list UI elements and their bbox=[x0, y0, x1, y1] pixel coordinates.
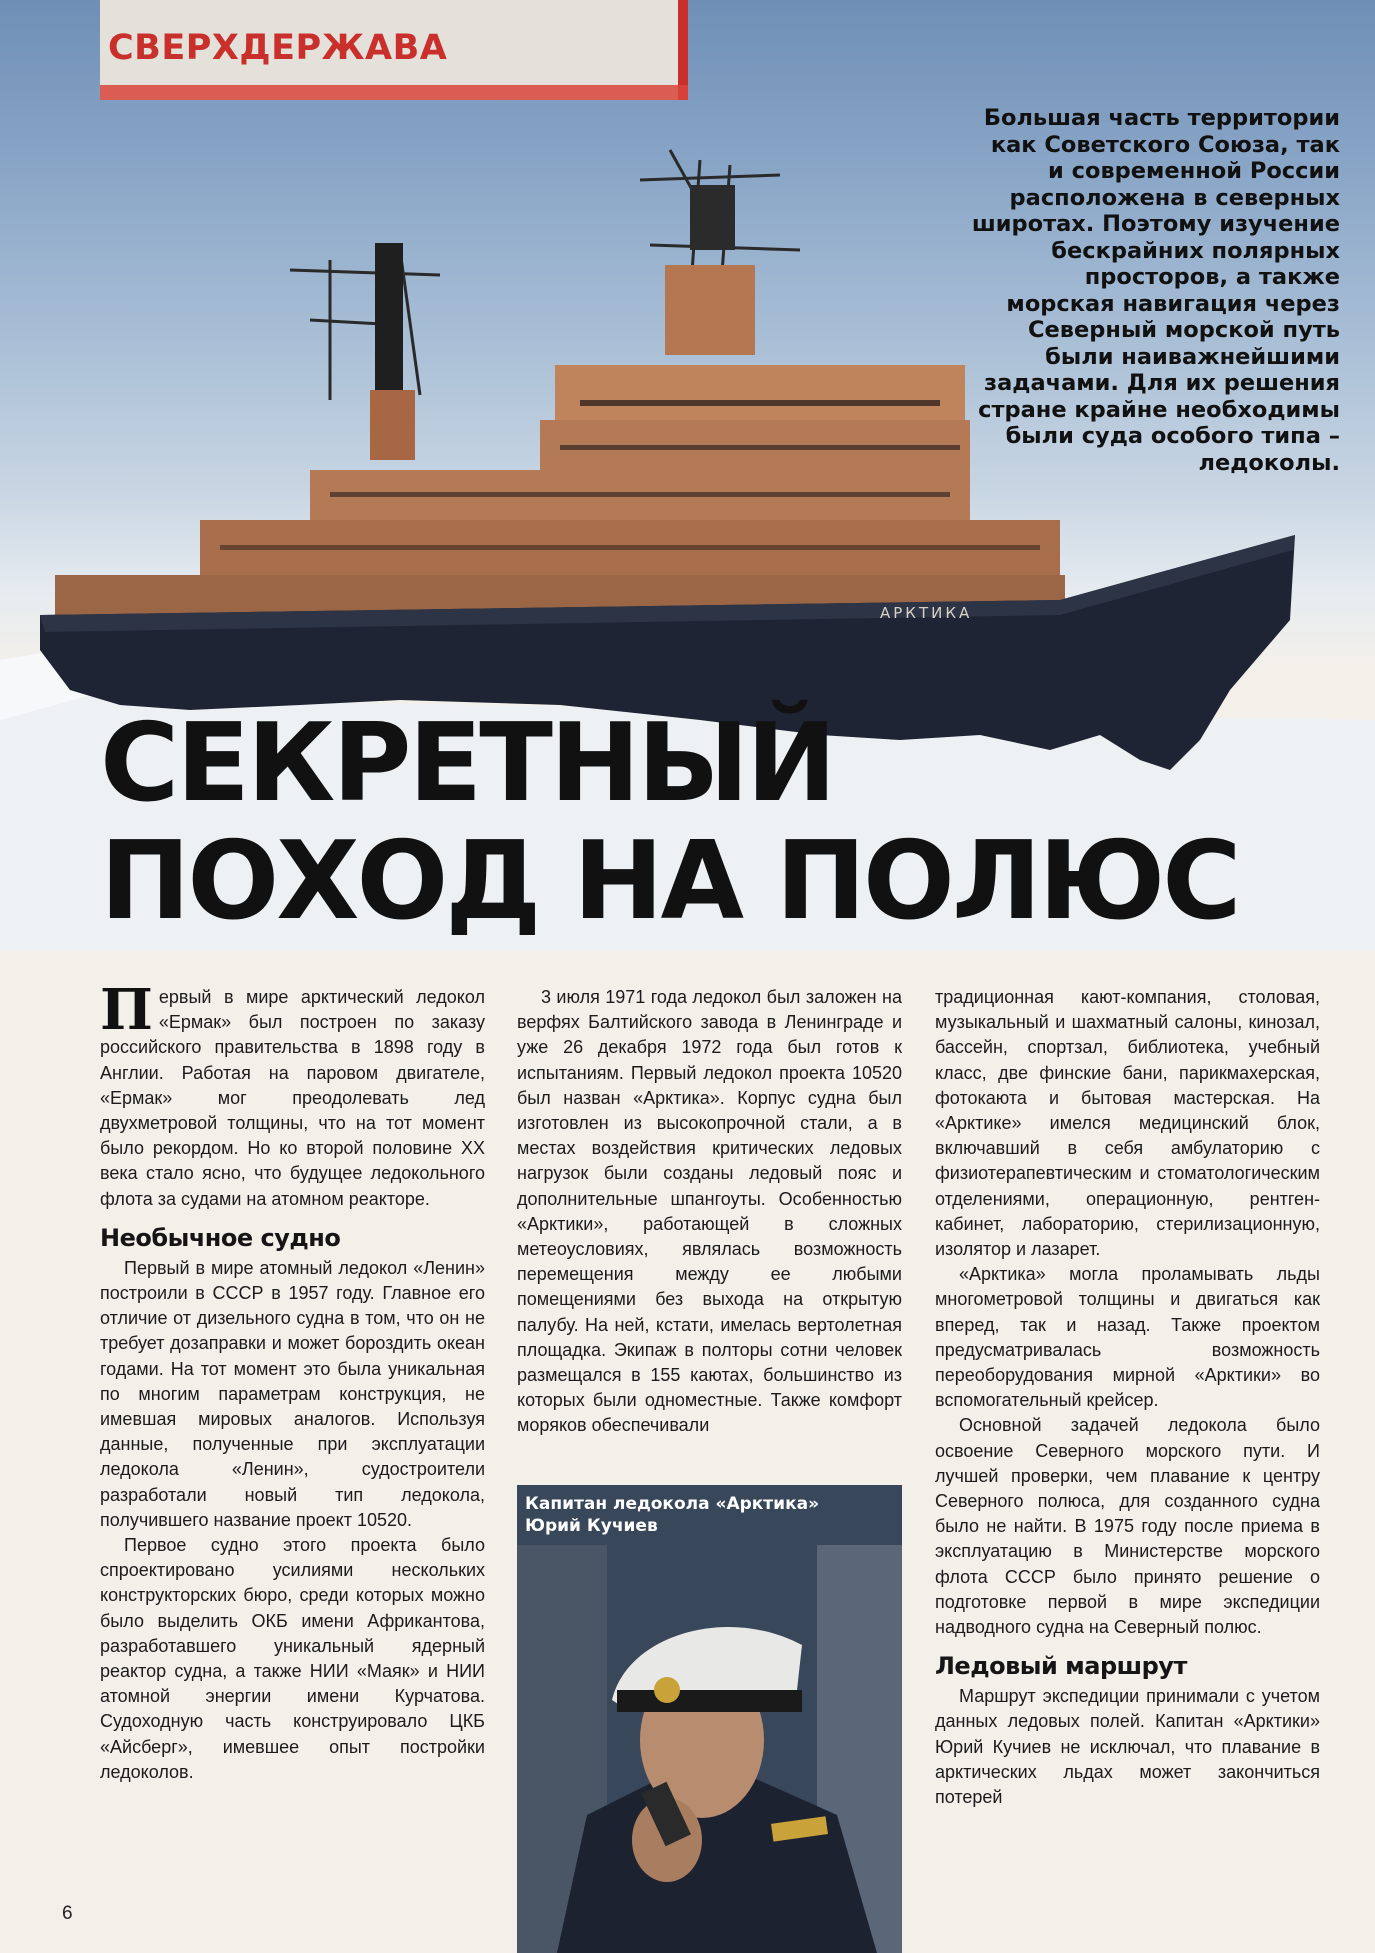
rubric-underline bbox=[100, 85, 688, 100]
paragraph: Основной задачей ледокола было освоение Северного морского пути. И лучшей проверки, чем плавание к центру Северного полюса, для созданного судна было не найти. В 1975 году после приема в эксплуатацию в Министерстве морского флота СССР было принято решение о подготовке первой в мире экспедиции надводного судна на Северный полюс. bbox=[935, 1415, 1320, 1638]
intro-line: морская навигация через bbox=[1006, 290, 1340, 317]
superstructure-top bbox=[555, 365, 965, 420]
intro-line: Большая часть территории bbox=[983, 105, 1340, 131]
headline-line-2: ПОХОД НА ПОЛЮС bbox=[100, 819, 1239, 944]
paragraph: «Арктика» могла проламывать льды многометровой толщины и двигаться как вперед, так и назад. Также проектом предусматривалась возможность переоборудования мирной «Арктики» во вспомогательный крейсер. bbox=[935, 1264, 1320, 1411]
funnel bbox=[375, 243, 403, 403]
intro-line: расположена в северных bbox=[1009, 184, 1340, 211]
intro-text bbox=[940, 105, 1340, 476]
rubric-label: СВЕРХДЕРЖАВА bbox=[108, 28, 448, 68]
paragraph: Первый в мире атомный ледокол «Ленин» построили в СССР в 1957 году. Главное его отличие от дизельного судна в том, что он не требует дозаправки и может бороздить океан годами. На тот момент это была уникальная по многим параметрам конструкция, не имевшая мировых аналогов. Используя данные, полученные при эксплуатации ледокола «Ленин», судостроители разработали новый тип ледокола, получившего название проект 10520. bbox=[100, 1257, 485, 1530]
article-column-1 bbox=[100, 977, 485, 1785]
intro-line: стране крайне необходимы bbox=[978, 396, 1340, 423]
headline-line-1: СЕКРЕТНЫЙ bbox=[100, 701, 834, 826]
photo-caption bbox=[525, 1493, 819, 1537]
intro-line: как Советского Союза, так bbox=[990, 131, 1340, 158]
page-number: 6 bbox=[62, 1903, 73, 1924]
paragraph-text: ервый в мире арктический ледокол «Ермак» был построен по заказу российского правительства в 1898 году в Англии. Работая на паровом двигателе, «Ермак» мог преодолевать лед двухметровой толщины, что на тот момент было рекордом. Но ко второй половине XX века стало ясно, что будущее ледокольного флота за судами на атомном реакторе. bbox=[100, 987, 485, 1209]
intro-line: были наиважнейшими bbox=[1045, 343, 1340, 370]
section-heading: Необычное судно bbox=[100, 1223, 341, 1252]
intro-line: ледоколы. bbox=[1198, 449, 1340, 476]
section-heading: Ледовый маршрут bbox=[935, 1652, 1187, 1681]
captain-photo bbox=[517, 1485, 902, 1953]
paragraph: Первое судно этого проекта было спроектировано усилиями нескольких конструкторских бюро, среди которых можно было выделить ОКБ имени Африкантова, разработавшего уникальный ядерный реактор судна, а также НИИ «Маяк» и НИИ атомной энергии имени Курчатова. Судоходную часть конструировало ЦКБ «Айсберг», имевшее опыт постройки ледоколов. bbox=[100, 1535, 485, 1782]
intro-line: широтах. Поэтому изучение bbox=[971, 211, 1340, 237]
paragraph: традиционная кают-компания, столовая, музыкальный и шахматный салоны, кинозал, бассейн, спортзал, библиотека, учебный класс, две финские бани, парикмахерская, фотокаюта и бытовая мастерская. На «Арктике» имелся медицинский блок, включавший в себя амбулаторию с физиотерапевтическим и стоматологическим отделениями, операционную, рентген-кабинет, лабораторию, стерилизационную, изолятор и лазарет. bbox=[935, 987, 1320, 1260]
paragraph bbox=[100, 977, 485, 1212]
intro-line: задачами. Для их решения bbox=[984, 370, 1340, 396]
article-column-3 bbox=[935, 985, 1320, 1810]
caption-line-1: Капитан ледокола «Арктика» bbox=[525, 1494, 820, 1514]
headline bbox=[100, 701, 1239, 944]
caption-line-2: Юрий Кучиев bbox=[525, 1516, 658, 1536]
paragraph: 3 июля 1971 года ледокол был заложен на верфях Балтийского завода в Ленинграде и уже 26 декабря 1972 года был готов к испытаниям. Первый ледокол проекта 10520 был назван «Арктика». Корпус судна был изготовлен из высокопрочной стали, а в местах воздействия критических ледовых нагрузок были созданы ледовый пояс и дополнительные шпангоуты. Особенностью «Арктики», работающей в сложных метеоусловиях, являлась возможность перемещения между ее любыми помещениями без выхода на открытую палубу. На ней, кстати, имелась вертолетная площадка. Экипаж в полторы сотни человек размещался в 155 каютах, большинство из которых были одноместные. Также комфорт моряков обеспечивали bbox=[517, 987, 902, 1436]
intro-line: и современной России bbox=[1048, 158, 1340, 184]
intro-line: Северный морской путь bbox=[1028, 317, 1340, 343]
bridge-tower bbox=[665, 265, 755, 355]
intro-line: были суда особого типа – bbox=[1005, 423, 1340, 449]
captain-illustration bbox=[517, 1485, 902, 1953]
article-column-2 bbox=[517, 985, 902, 1439]
intro-line: бескрайних полярных bbox=[1051, 237, 1340, 264]
paragraph: Маршрут экспедиции принимали с учетом данных ледовых полей. Капитан «Арктики» Юрий Кучиев не исключал, что плавание в арктических льдах может закончиться потерей bbox=[935, 1686, 1320, 1808]
intro-line: просторов, а также bbox=[1084, 264, 1340, 290]
ship-name-label: АРКТИКА bbox=[880, 604, 973, 622]
dropcap: П bbox=[100, 977, 153, 1043]
